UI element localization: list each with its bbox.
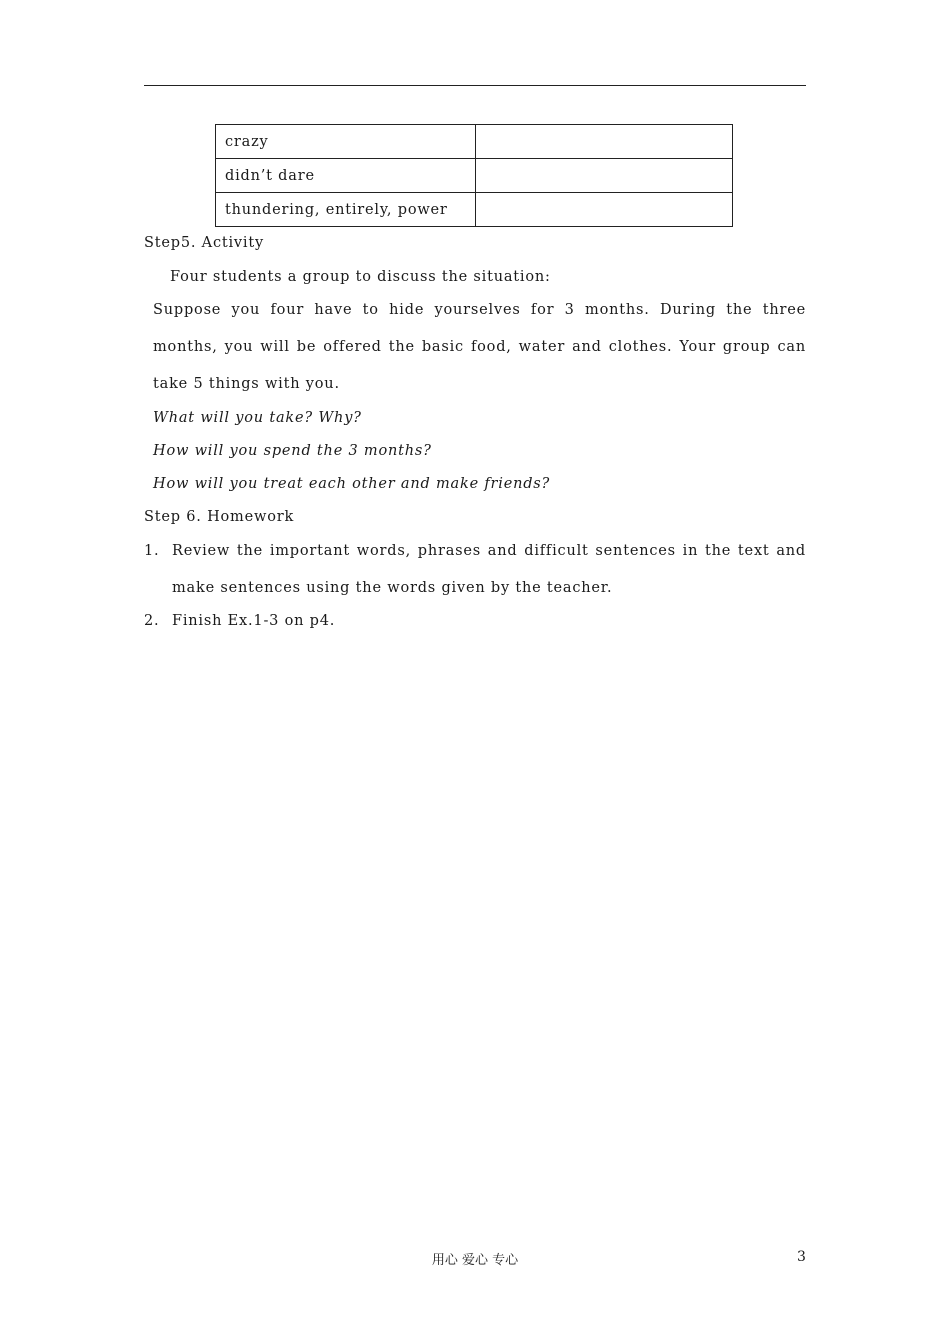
table-cell-word: crazy — [216, 125, 476, 159]
step6-heading: Step 6. Homework — [144, 509, 295, 525]
vocab-table — [215, 124, 733, 227]
homework-item-1-line-1: Review the important words, phrases and difficult sentences in the text and — [172, 543, 806, 559]
table-cell-word: didn’t dare — [216, 159, 476, 193]
question-3: How will you treat each other and make friends? — [153, 476, 551, 492]
homework-item-2-line-1: Finish Ex.1-3 on p4. — [172, 613, 336, 629]
table-row — [216, 193, 733, 227]
table-cell-blank — [476, 125, 733, 159]
question-1: What will you take? Why? — [153, 410, 362, 426]
step5-paragraph-line-1: Suppose you four have to hide yourselves for 3 months. During the three — [153, 302, 806, 318]
step5-heading: Step5. Activity — [144, 235, 264, 251]
table-cell-word: thundering, entirely, power — [216, 193, 476, 227]
step5-paragraph-line-3: take 5 things with you. — [153, 376, 340, 392]
footer-motto: 用心 爱心 专心 — [431, 1253, 519, 1268]
question-2: How will you spend the 3 months? — [153, 443, 432, 459]
homework-item-1-line-2: make sentences using the words given by the teacher. — [172, 580, 613, 596]
table-cell-blank — [476, 193, 733, 227]
step5-intro: Four students a group to discuss the situation: — [170, 269, 551, 285]
table-cell-blank — [476, 159, 733, 193]
step5-paragraph-line-2: months, you will be offered the basic food, water and clothes. Your group can — [153, 339, 806, 355]
page-number: 3 — [797, 1249, 806, 1265]
table-row — [216, 159, 733, 193]
homework-item-1-number: 1. — [144, 543, 160, 559]
header-rule — [144, 85, 806, 86]
table-row — [216, 125, 733, 159]
homework-item-2-number: 2. — [144, 613, 160, 629]
